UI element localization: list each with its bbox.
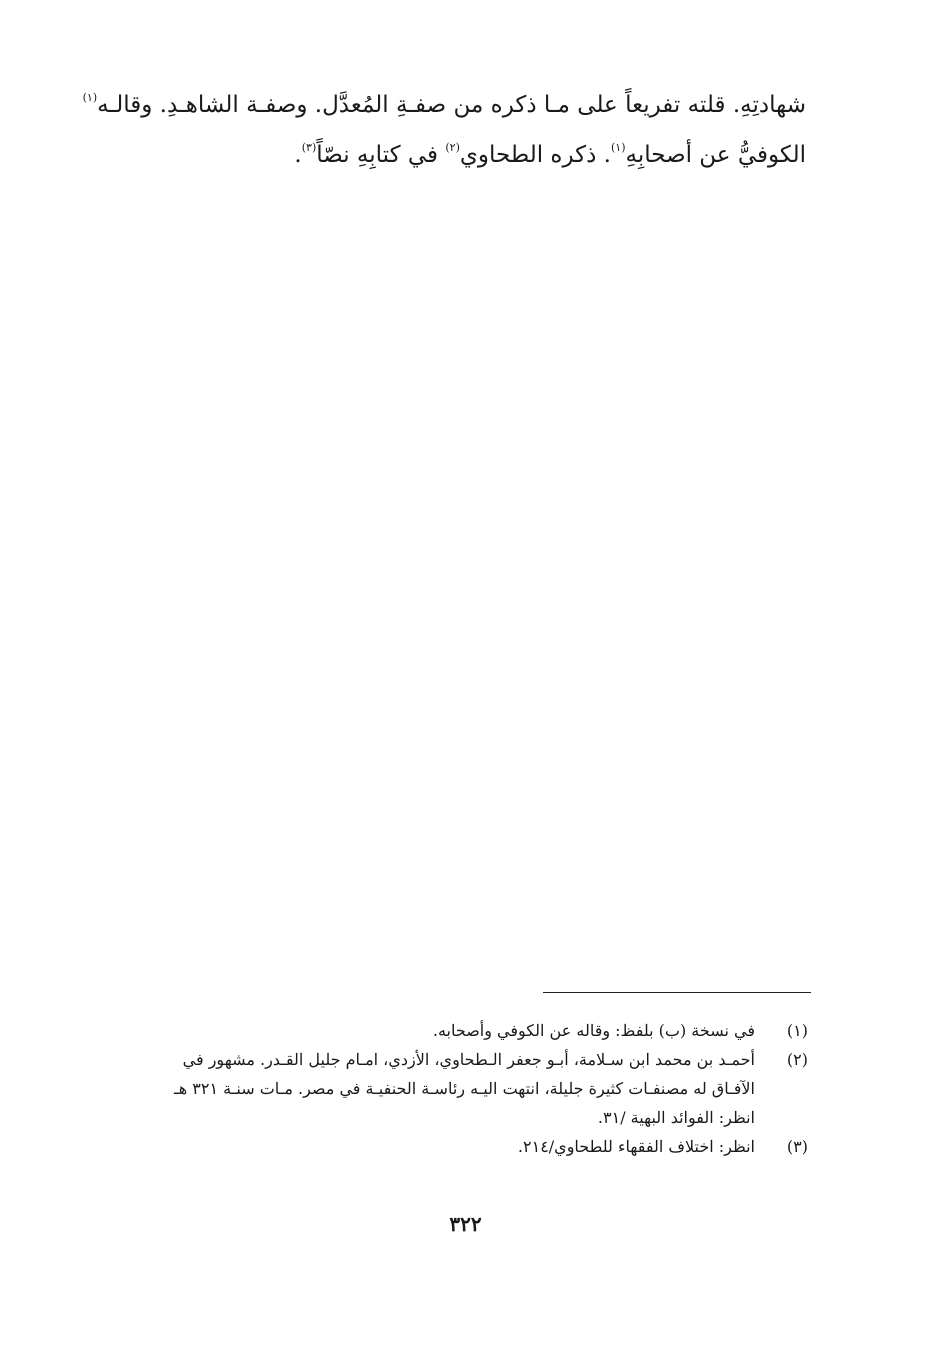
main-text-line-2-part-3: في كتابِهِ نصّاً (316, 142, 446, 168)
footnotes (110, 1016, 810, 1161)
footnote-line: انظر: اختلاف الفقهاء للطحاوي/٢١٤. (517, 1137, 755, 1156)
footnote-3 (110, 1132, 810, 1161)
footnote-number: (٣) (786, 1137, 808, 1156)
footnote-line: في نسخة (ب) بلفظ: وقاله عن الكوفي وأصحابه. (432, 1021, 755, 1040)
main-text-line-1-content: شهادتِهِ. قلته تفريعاً على مـا ذكره من صفـةِ المُعدَّل. وصفـة الشاهـدِ. وقالـه (97, 92, 806, 118)
page-number: ٣٢٢ (449, 1212, 482, 1236)
footnote-2 (110, 1045, 810, 1132)
footnote-ref-1: (١) (610, 141, 626, 154)
footnote-ref-2: (٢) (445, 141, 460, 154)
main-text-line-1 (82, 80, 806, 130)
footnote-separator (543, 992, 811, 993)
main-text-line-2-part-2: . ذكره الطحاوي (459, 142, 611, 168)
main-text (82, 80, 806, 180)
footnote-number: (١) (786, 1021, 808, 1040)
main-text-line-2 (100, 130, 806, 180)
footnote-ref-3: (٣) (301, 141, 317, 154)
footnote-number: (٢) (786, 1050, 808, 1069)
footnote-line: الآفـاق له مصنفـات كثيرة جليلة، انتهت اليـه رئاسـة الحنفيـة في مصر. مـات سنـة ٣٢١ هـ (174, 1079, 755, 1098)
footnote-line: أحمـد بن محمد ابن سـلامة، أبـو جعفر الـطحاوي، الأزدي، امـام جليل القـدر. مشهور في (182, 1050, 755, 1069)
footnote-1 (110, 1016, 810, 1045)
footnote-ref-1: (١) (82, 91, 98, 104)
main-text-line-2-end: . (294, 142, 302, 168)
main-text-line-2-part-1: الكوفيُّ عن أصحابِهِ (625, 142, 806, 168)
footnote-line: انظر: الفوائد البهية /٣١. (597, 1108, 755, 1127)
